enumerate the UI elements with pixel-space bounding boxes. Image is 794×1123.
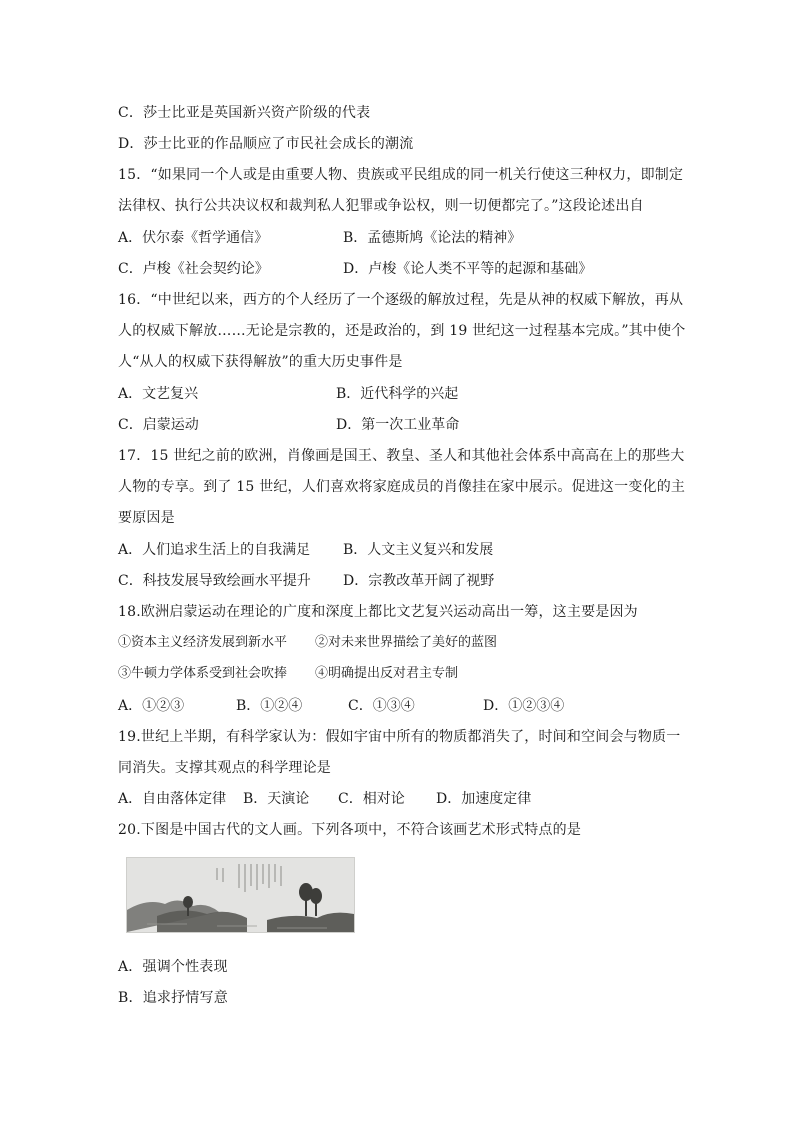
q16-stem-line2: 人的权威下解放……无论是宗教的，还是政治的，到 19 世纪这一过程基本完成。”其中使个 bbox=[118, 323, 686, 339]
q19-stem-line2: 同消失。支撑其观点的科学理论是 bbox=[118, 760, 331, 776]
q16-option-d: D．第一次工业革命 bbox=[336, 417, 460, 433]
q20-option-a: A．强调个性表现 bbox=[118, 959, 228, 975]
q19-option-c: C．相对论 bbox=[338, 791, 405, 807]
q19-option-d: D．加速度定律 bbox=[436, 791, 532, 807]
q17-stem-line2: 人物的专享。到了 15 世纪，人们喜欢将家庭成员的肖像挂在家中展示。促进这一变化的主 bbox=[118, 479, 686, 495]
q17-stem-line3: 要原因是 bbox=[118, 510, 175, 526]
q16-stem-line1: 16．“中世纪以来，西方的个人经历了一个逐级的解放过程，先是从神的权威下解放，再从 bbox=[118, 292, 684, 308]
q18-statement-1: ①资本主义经济发展到新水平 bbox=[118, 635, 288, 650]
q16-option-a: A．文艺复兴 bbox=[118, 386, 199, 402]
q20-stem-line1: 20.下图是中国古代的文人画。下列各项中，不符合该画艺术形式特点的是 bbox=[118, 822, 582, 838]
q15-option-b: B．孟德斯鸠《论法的精神》 bbox=[343, 230, 522, 246]
q15-option-d: D．卢梭《论人类不平等的起源和基础》 bbox=[343, 261, 593, 277]
q15-stem-line2: 法律权、执行公共决议权和裁判私人犯罪或争讼权，则一切便都完了。”这段论述出自 bbox=[118, 198, 644, 214]
q18-option-d: D．①②③④ bbox=[483, 698, 565, 714]
q18-statement-4: ④明确提出反对君主专制 bbox=[315, 666, 459, 681]
q18-option-b: B．①②④ bbox=[236, 698, 303, 714]
q18-statement-3: ③牛顿力学体系受到社会吹捧 bbox=[118, 666, 288, 681]
q19-stem-line1: 19.世纪上半期，有科学家认为：假如宇宙中所有的物质都消失了，时间和空间会与物质一 bbox=[118, 729, 681, 745]
q16-option-b: B．近代科学的兴起 bbox=[336, 386, 459, 402]
q15-option-a: A．伏尔泰《哲学通信》 bbox=[118, 230, 269, 246]
q16-stem-line3: 人“从人的权威下获得解放”的重大历史事件是 bbox=[118, 354, 403, 370]
q15-stem-line1: 15．“如果同一个人或是由重要人物、贵族或平民组成的同一机关行使这三种权力，即制定 bbox=[118, 167, 684, 183]
q20-option-b: B．追求抒情写意 bbox=[118, 990, 228, 1006]
q17-stem-line1: 17．15 世纪之前的欧洲，肖像画是国王、教皇、圣人和其他社会体系中高高在上的那些大 bbox=[118, 448, 685, 464]
q17-option-c: C．科技发展导致绘画水平提升 bbox=[118, 573, 311, 589]
q18-stem-line1: 18.欧洲启蒙运动在理论的广度和深度上都比文艺复兴运动高出一筹，这主要是因为 bbox=[118, 604, 638, 620]
landscape-painting-illustration bbox=[127, 858, 354, 932]
q17-option-a: A．人们追求生活上的自我满足 bbox=[118, 542, 311, 558]
q14-option-d: D．莎士比亚的作品顺应了市民社会成长的潮流 bbox=[118, 136, 414, 152]
q16-option-c: C．启蒙运动 bbox=[118, 417, 199, 433]
q19-option-a: A．自由落体定律 bbox=[118, 791, 227, 807]
q17-option-b: B．人文主义复兴和发展 bbox=[343, 542, 494, 558]
q19-option-b: B．天演论 bbox=[243, 791, 310, 807]
q18-option-c: C．①③④ bbox=[348, 698, 415, 714]
q15-option-c: C．卢梭《社会契约论》 bbox=[118, 261, 269, 277]
literati-painting-image bbox=[126, 857, 355, 933]
q14-option-c: C．莎士比亚是英国新兴资产阶级的代表 bbox=[118, 105, 371, 121]
q17-option-d: D．宗教改革开阔了视野 bbox=[343, 573, 495, 589]
q18-option-a: A．①②③ bbox=[118, 698, 185, 714]
q18-statement-2: ②对未来世界描绘了美好的蓝图 bbox=[315, 635, 498, 650]
